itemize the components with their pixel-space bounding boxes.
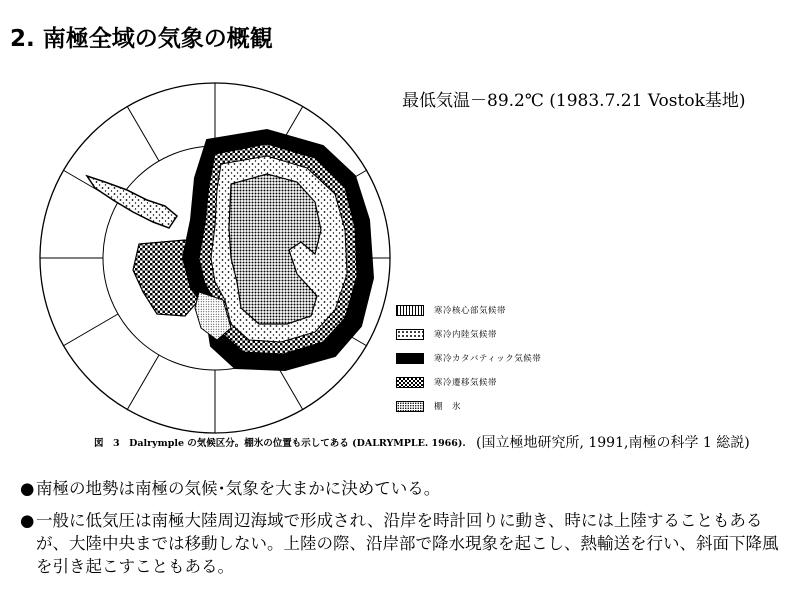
bullet-text: 南極の地勢は南極の気候･気象を大まかに決めている。: [36, 479, 441, 498]
figure-caption: 図 3 Dalrymple の気候区分。棚氷の位置も示してある (DALRYMPLE. 1966).: [94, 438, 466, 449]
legend-item: [396, 346, 541, 370]
bullet-list: [20, 477, 780, 587]
bullet-item: [20, 477, 780, 500]
legend-item: [396, 394, 541, 418]
legend-label: 寒冷カタバティック気候帯: [434, 354, 542, 364]
legend-label: 棚 氷: [434, 402, 462, 412]
legend-swatch-interior: [396, 329, 424, 340]
slide-title: 2. 南極全域の気象の概観: [10, 26, 273, 52]
legend-item: [396, 322, 541, 346]
legend-item: [396, 370, 541, 394]
legend-swatch-transition: [396, 377, 424, 388]
legend-item: [396, 298, 541, 322]
map-legend: [396, 298, 541, 418]
bullet-icon: ●: [20, 479, 35, 498]
antarctica-climate-map: [35, 78, 395, 438]
bullet-item: [20, 509, 780, 578]
legend-swatch-core: [396, 305, 424, 316]
record-temperature-note: 最低気温－89.2℃ (1983.7.21 Vostok基地): [402, 91, 746, 111]
legend-swatch-katabatic: [396, 353, 424, 364]
legend-swatch-ice-shelf: [396, 401, 424, 412]
bullet-text: 一般に低気圧は南極大陸周辺海域で形成され、沿岸を時計回りに動き、時には上陸することもあるが、大陸中央までは移動しない。上陸の際、沿岸部で降水現象を起こし、熱輸送を行い、斜面下降風を引き起こすこともある。: [36, 511, 779, 576]
bullet-icon: ●: [20, 511, 35, 530]
figure-source: (国立極地研究所, 1991,南極の科学 1 総説): [476, 435, 750, 451]
legend-label: 寒冷遷移気候帯: [434, 378, 498, 388]
legend-label: 寒冷内陸気候帯: [434, 330, 498, 340]
legend-label: 寒冷核心部気候帯: [434, 306, 507, 316]
